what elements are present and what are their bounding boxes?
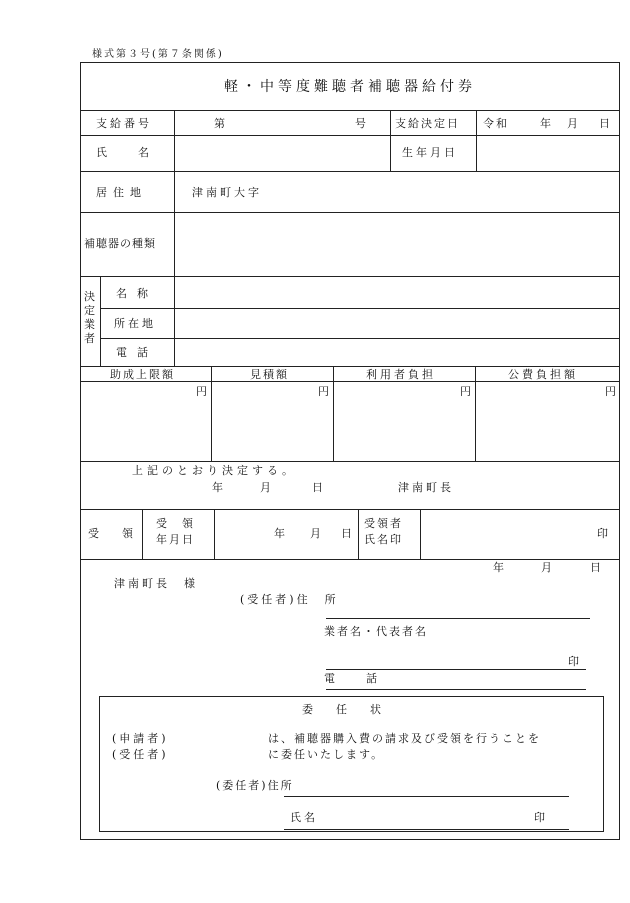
decision-statement: 上記のとおり決定する。 [132, 464, 297, 477]
claim-agent-address-label: (受任者)住 所 [240, 593, 339, 606]
number-suffix: 号 [355, 117, 366, 130]
amount-header-user-share: 利用者負担 [366, 368, 436, 381]
claim-day: 日 [590, 561, 601, 574]
vendor-name-label: 名称 [116, 287, 158, 300]
decision-year-2: 年 [212, 481, 223, 494]
claim-month: 月 [541, 561, 552, 574]
claim-business-name-label: 業者名・代表者名 [324, 625, 428, 638]
decision-year: 年 [540, 117, 551, 130]
vendor-phone-label: 電話 [116, 346, 158, 359]
amount-header-public-share: 公費負担額 [508, 368, 578, 381]
proxy-seal: 印 [534, 811, 545, 824]
proxy-agent-label: (受任者) [112, 748, 169, 761]
receipt-signer-label-2: 氏名印 [364, 533, 403, 546]
proxy-text-line2: に委任いたします。 [268, 748, 385, 761]
receipt-month: 月 [310, 527, 321, 540]
proxy-applicant-label: (申請者) [112, 732, 169, 745]
claim-addressee: 津南町長 様 [114, 577, 198, 590]
decision-month-2: 月 [260, 481, 271, 494]
amount-header-limit: 助成上限額 [110, 368, 175, 381]
proxy-title: 委 任 状 [302, 703, 387, 716]
address-label: 居住地 [96, 186, 147, 199]
receipt-signer-label-1: 受領者 [364, 517, 403, 530]
document-title: 軽・中等度難聴者補聴器給付券 [224, 79, 476, 95]
address-value: 津南町大字 [192, 186, 262, 199]
name-label: 氏 名 [96, 146, 159, 159]
frame-left [80, 62, 81, 840]
frame-bottom [80, 839, 620, 840]
receipt-year: 年 [274, 527, 285, 540]
number-prefix: 第 [214, 117, 225, 130]
claim-phone-label: 電 話 [324, 672, 387, 685]
decision-era: 令和 [483, 117, 509, 130]
form-number-note: 様式第３号(第７条関係) [92, 49, 224, 60]
amount-unit-user-share: 円 [460, 385, 471, 398]
number-label: 支給番号 [96, 117, 152, 130]
claim-year: 年 [493, 561, 504, 574]
decision-day-2: 日 [312, 481, 323, 494]
device-type-label: 補聴器の種類 [84, 237, 156, 250]
amount-unit-limit: 円 [196, 385, 207, 398]
vendor-group-label: 決定業者 [84, 290, 95, 345]
birthdate-label: 生年月日 [402, 146, 458, 159]
vendor-location-label: 所在地 [114, 317, 156, 330]
decision-month: 月 [567, 117, 578, 130]
amount-unit-public-share: 円 [605, 385, 616, 398]
receipt-seal: 印 [597, 527, 608, 540]
proxy-delegator-address-label: (委任者)住所 [216, 779, 294, 792]
proxy-text-line1: は、補聴器購入費の請求及び受領を行うことを [268, 732, 541, 745]
decision-day: 日 [599, 117, 610, 130]
proxy-box [99, 696, 604, 832]
frame-right [619, 62, 620, 840]
amount-header-estimate: 見積額 [250, 368, 289, 381]
receipt-date-label-1: 受 領 [156, 517, 195, 530]
receipt-label: 受 領 [88, 527, 139, 540]
amount-unit-estimate: 円 [318, 385, 329, 398]
decision-date-label: 支給決定日 [395, 117, 460, 130]
receipt-date-label-2: 年月日 [156, 533, 195, 546]
frame-top [80, 62, 620, 63]
mayor-name: 津南町長 [398, 481, 454, 494]
claim-seal: 印 [568, 655, 579, 668]
receipt-day: 日 [341, 527, 352, 540]
proxy-delegator-name-label: 氏名 [290, 811, 318, 824]
